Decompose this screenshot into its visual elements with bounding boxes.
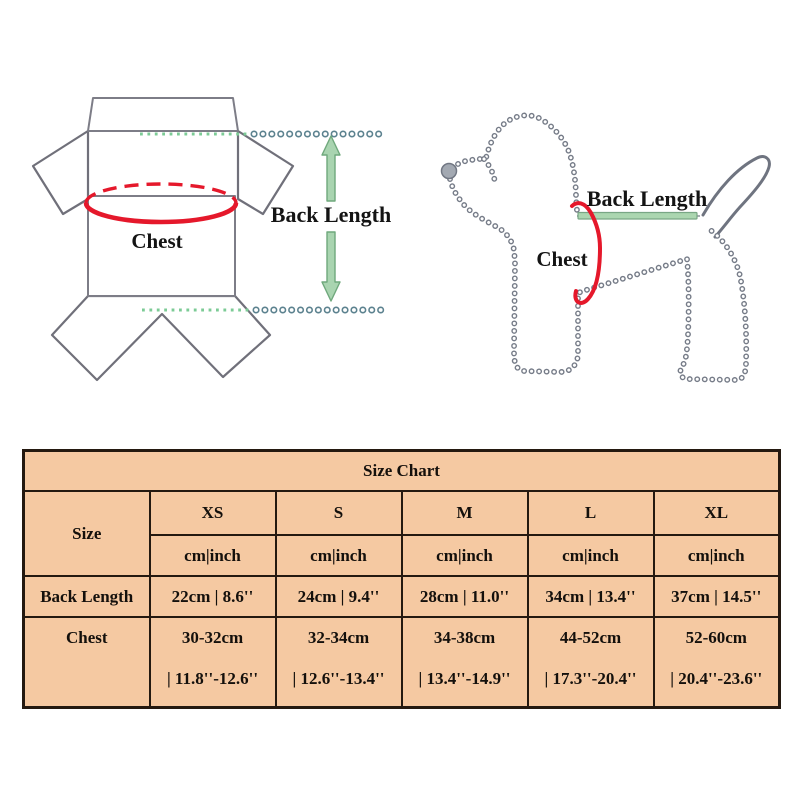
- garment-back-length-label: Back Length: [270, 202, 392, 227]
- back-length-value-cell: 28cm | 11.0'': [402, 576, 528, 617]
- chest-value-cell: [150, 617, 276, 708]
- size-chart-title: Size Chart: [24, 451, 780, 492]
- unit-header-cell: cm|inch: [654, 535, 780, 576]
- chest-row-label: Chest: [24, 617, 150, 708]
- dog-tail: [703, 157, 769, 237]
- unit-header-cell: cm|inch: [276, 535, 402, 576]
- size-header-row: [24, 491, 780, 535]
- dog-back-length-bar: [578, 213, 697, 220]
- chest-cm-value: 32-34cm: [307, 628, 370, 647]
- garment-collar: [88, 98, 238, 131]
- chest-inch-value: | 20.4''-23.6'': [670, 669, 763, 688]
- chest-value-cell: [276, 617, 402, 708]
- back-length-row: [24, 576, 780, 617]
- column-header-xs: XS: [150, 491, 276, 535]
- chest-inch-value: | 11.8''-12.6'': [166, 669, 259, 688]
- column-header-m: M: [402, 491, 528, 535]
- column-header-l: L: [528, 491, 654, 535]
- back-length-value-cell: 37cm | 14.5'': [654, 576, 780, 617]
- size-corner-label: Size: [24, 491, 150, 576]
- back-length-row-label: Back Length: [24, 576, 150, 617]
- back-length-value-cell: 24cm | 9.4'': [276, 576, 402, 617]
- chest-inch-value: | 13.4''-14.9'': [418, 669, 511, 688]
- chest-cm-value: 34-38cm: [433, 628, 496, 647]
- unit-header-cell: cm|inch: [402, 535, 528, 576]
- chest-value-cell: [402, 617, 528, 708]
- garment-legs: [52, 296, 270, 380]
- unit-header-cell: cm|inch: [528, 535, 654, 576]
- dog-chest-label: Chest: [536, 247, 588, 271]
- dog-nose: [442, 164, 457, 179]
- column-header-s: S: [276, 491, 402, 535]
- dog-diagram: [442, 115, 770, 380]
- back-length-value-cell: 34cm | 13.4'': [528, 576, 654, 617]
- title-row: [24, 451, 780, 492]
- garment-chest-label: Chest: [131, 229, 183, 253]
- garment-left-sleeve: [33, 131, 88, 214]
- column-header-xl: XL: [654, 491, 780, 535]
- chest-cm-value: 52-60cm: [685, 628, 747, 647]
- chest-inch-value: | 17.3''-20.4'': [544, 669, 637, 688]
- chest-inch-value: | 12.6''-13.4'': [292, 669, 385, 688]
- chest-cm-value: 30-32cm: [181, 628, 244, 647]
- back-length-value-cell: 22cm | 8.6'': [150, 576, 276, 617]
- size-chart-table: [22, 449, 781, 709]
- chest-row: [24, 617, 780, 708]
- chest-cm-value: 44-52cm: [559, 628, 622, 647]
- size-chart-section: [22, 449, 781, 709]
- garment-diagram: [33, 98, 391, 380]
- unit-header-cell: cm|inch: [150, 535, 276, 576]
- chest-value-cell: [528, 617, 654, 708]
- chest-value-cell: [654, 617, 780, 708]
- dog-back-length-label: Back Length: [586, 186, 708, 211]
